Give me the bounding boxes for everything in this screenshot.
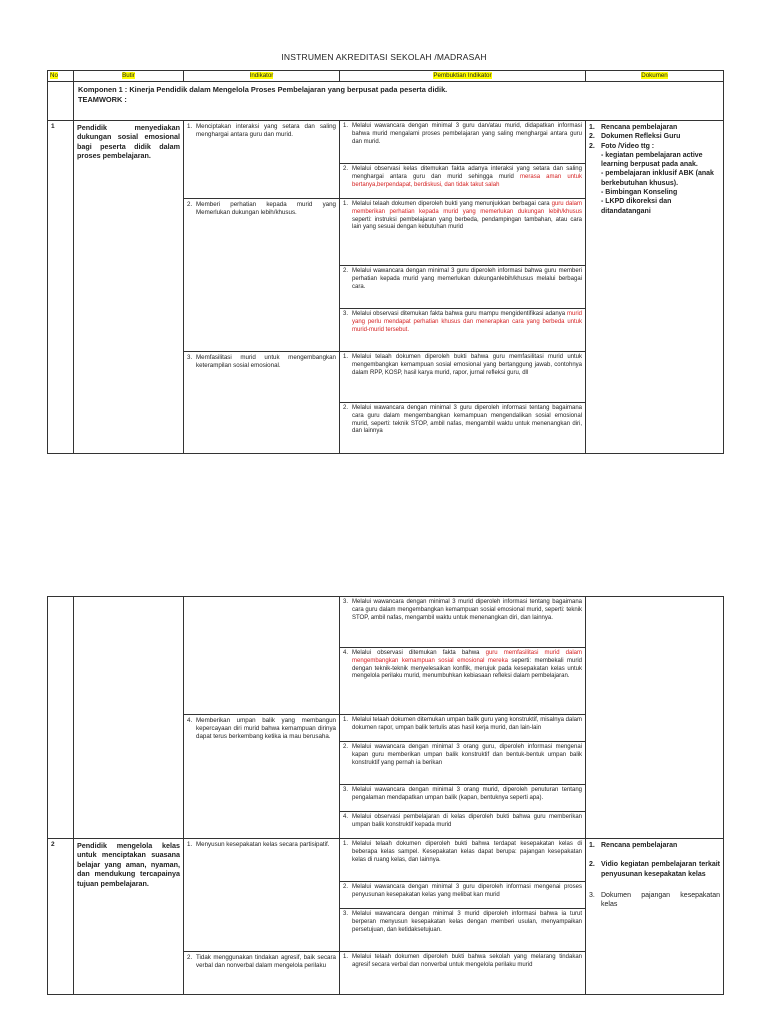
- pembuktian-3-2: 2. Melalui wawancara dengan minimal 3 guru diperoleh informasi tentang bagaimana cara guru dalam mengembangkan kemampuan mengendalikan sosial emosional murid, seperti: teknik STOP, ambil nafas, mengambil waktu untuk menenangkan diri, dan lainnya: [340, 403, 586, 454]
- pembuktian-1-1: 1. Melalui wawancara dengan minimal 3 guru dan/atau murid, didapatkan informasi bahwa murid mengalami proses pembelajaran yang saling menghargai antara guru dan murid.: [340, 121, 586, 164]
- pembuktian-2-2: 2. Melalui wawancara dengan minimal 3 guru diperoleh informasi bahwa guru memberi perhatian kepada murid yang memerlukan dukunganlebih/khusus melalui berbagai cara.: [340, 266, 586, 309]
- pembuktian-b2-1-1: 1. Melalui telaah dokumen diperoleh bukti bahwa terdapat kesepakatan kelas di beberapa kelas sampel. Kesepakatan kelas dapat berupa: pajangan kesepakatan kelas di ruang kelas, dan lainnya.: [340, 839, 586, 882]
- pembuktian-4-4: 4. Melalui observasi pembelajaran di kelas diperoleh bukti bahwa guru memberikan umpan balik konstruktif kepada murid: [340, 812, 586, 839]
- butir-text: Pendidik menyediakan dukungan sosial emosional bagi peserta didik dalam proses pembelajaran.: [74, 121, 184, 454]
- pembuktian-3-4: 4. Melalui observasi ditemukan fakta bahwa guru memfasilitasi murid dalam mengembangkan kemampuan sosial emosional mereka seperti: membekali murid dengan teknik-teknik menyelesaikan konflik, merujuk pada kesepakatan kelas untuk mengelola perilaku murid, menumbuhkan kebiasaan refleksi dalam pembelajaran.: [340, 648, 586, 715]
- komponen-heading: Komponen 1 : Kinerja Pendidik dalam Mengelola Proses Pembelajaran yang berpusat pada peserta didik. TEAMWORK :: [74, 82, 724, 121]
- pembuktian-3-3: 3. Melalui wawancara dengan minimal 3 murid diperoleh informasi tentang bagaimana cara guru dalam mengembangkan kemampuan sosial emosional murid, seperti: teknik STOP, ambil nafas, mengambil waktu untuk menenangkan diri, dan lainnya.: [340, 597, 586, 648]
- butir-number: 2: [48, 839, 74, 995]
- dokumen-list-2: 1. Rencana pembelajaran 2. Vidio kegiatan pembelajaran terkait penyusunan kesepakatan kelas 3. Dokumen pajangan kesepakatan kelas: [586, 839, 724, 995]
- indikator-2: 2. Memberi perhatian kepada murid yang Memerlukan dukungan lebih/khusus.: [184, 199, 340, 352]
- table-row: [48, 839, 724, 882]
- pembuktian-1-2: 2. Melalui observasi kelas ditemukan fakta adanya interaksi yang setara dan saling menghargai antara guru dan murid sehingga murid merasa aman untuk bertanya,berpendapat, berdiskusi, dan tidak takut salah: [340, 164, 586, 199]
- indikator-2-2: 2. Tidak menggunakan tindakan agresif, baik secara verbal dan nonverbal dalam mengelola perilaku: [184, 952, 340, 995]
- table-header-row: [48, 71, 724, 82]
- pembuktian-4-1: 1. Melalui telaah dokumen ditemukan umpan balik guru yang konstruktif, misalnya dalam dokumen rapor, umpan balik tertulis atas hasil kerja murid, dan lain-lain: [340, 715, 586, 742]
- indikator-1: 1. Menciptakan interaksi yang setara dan saling menghargai antara guru dan murid.: [184, 121, 340, 199]
- indikator-2-1: 1. Menyusun kesepakatan kelas secara partisipatif.: [184, 839, 340, 952]
- pembuktian-4-3: 3. Melalui wawancara dengan minimal 3 orang murid, diperoleh penuturan tentang pengalaman mendapatkan umpan balik (kapan, bentuknya seperti apa).: [340, 785, 586, 812]
- dokumen-list-1: 1. Rencana pembelajaran 2. Dokumen Refleksi Guru 2. Foto /Video ttg : - kegiatan pembelajaran active learning berpusat pada anak. - pembelajaran inklusif ABK (anak berkebutuhan khusus). - Bimbingan Konseling - LKPD dikoreksi dan ditandatangani: [586, 121, 724, 454]
- indikator-3: 3. Memfasilitasi murid untuk mengembangkan keterampilan sosial emosional.: [184, 352, 340, 454]
- pembuktian-2-1: 1. Melalui telaah dokumen diperoleh bukti yang menunjukkan berbagai cara guru dalam memberikan perhatian kepada murid yang memerlukan dukungan lebih/khusus seperti: instruksi pembelajaran yang berbeda, pendampingan tambahan, atau cara lain yang sesuai dengan kebutuhan murid: [340, 199, 586, 266]
- pembuktian-2-3: 3. Melalui observasi ditemukan fakta bahwa guru mampu mengidentifikasi adanya murid yang perlu mendapat perhatian khusus dan menerapkan cara yang berbeda untuk murid-murid tersebut.: [340, 309, 586, 352]
- instrument-table-page-1: [47, 70, 724, 454]
- table-row: [48, 597, 724, 648]
- pembuktian-b2-1-2: 2. Melalui wawancara dengan minimal 3 guru diperoleh informasi mengenai proses penyusunan kesepakatan kelas yang melibat kan murid: [340, 882, 586, 909]
- document-title: INSTRUMEN AKREDITASI SEKOLAH /MADRASAH: [281, 52, 487, 62]
- header-pembuktian: Pembuktian Indikator: [340, 71, 586, 82]
- indikator-4: 4. Memberikan umpan balik yang membangun kepercayaan diri murid bahwa kemampuan dirinya dapat terus berkembang ketika ia mau berusaha.: [184, 715, 340, 839]
- header-butir: Butir: [74, 71, 184, 82]
- header-dokumen: Dokumen: [586, 71, 724, 82]
- header-no: No: [48, 71, 74, 82]
- pembuktian-3-1: 1. Melalui telaah dokumen diperoleh bukti bahwa guru memfasilitasi murid untuk mengembangkan kemampuan sosial emosional yang bertanggung jawab, contohnya dalam RPP, KOSP, hasil karya murid, rapor, jurnal refleksi guru, dll: [340, 352, 586, 403]
- butir-text: Pendidik mengelola kelas untuk menciptakan suasana belajar yang aman, nyaman, dan mendukung tercapainya tujuan pembelajaran.: [74, 839, 184, 995]
- instrument-table-page-2: [47, 596, 724, 995]
- pembuktian-4-2: 2. Melalui wawancara dengan minimal 3 orang guru, diperoleh informasi mengenai kapan guru memberikan umpan balik konstruktif dan bentuk-bentuk umpan balik konstruktif yang pernah ia berikan: [340, 742, 586, 785]
- pembuktian-b2-1-3: 3. Melalui wawancara dengan minimal 3 murid diperoleh informasi bahwa ia turut berperan menyusun kesepakatan kelas dengan memberi usulan, menyampaikan persetujuan, dan ketidaksetujuan.: [340, 909, 586, 952]
- table-row: [48, 121, 724, 164]
- header-indikator: Indikator: [184, 71, 340, 82]
- pembuktian-b2-2-1: 1. Melalui telaah dokumen diperoleh bukti bahwa sekolah yang melarang tindakan agresif secara verbal dan nonverbal untuk mengelola perilaku murid: [340, 952, 586, 995]
- komponen-row: [48, 82, 724, 121]
- butir-number: 1: [48, 121, 74, 454]
